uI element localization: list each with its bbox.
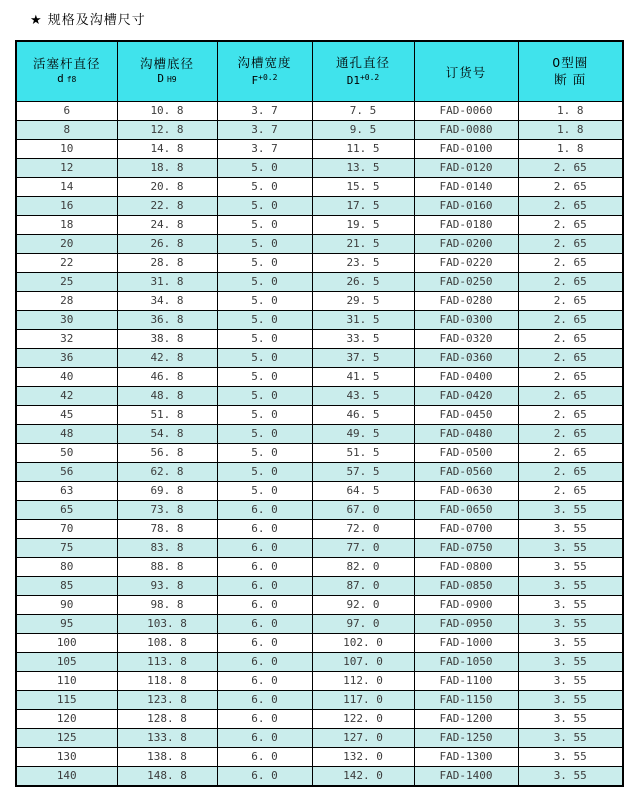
table-row xyxy=(16,234,623,253)
table-row xyxy=(16,291,623,310)
table-cell: 23. 5 xyxy=(312,253,414,272)
table-cell: 5. 0 xyxy=(217,329,312,348)
table-cell: 5. 0 xyxy=(217,367,312,386)
table-cell: 2. 65 xyxy=(518,329,623,348)
table-cell: 5. 0 xyxy=(217,443,312,462)
table-cell: 78. 8 xyxy=(117,519,217,538)
table-row xyxy=(16,500,623,519)
table-cell: 21. 5 xyxy=(312,234,414,253)
table-cell: 6. 0 xyxy=(217,557,312,576)
table-cell: 36. 8 xyxy=(117,310,217,329)
table-cell: 73. 8 xyxy=(117,500,217,519)
table-cell: FAD-0360 xyxy=(414,348,518,367)
table-cell: 56. 8 xyxy=(117,443,217,462)
table-row xyxy=(16,386,623,405)
table-row xyxy=(16,348,623,367)
header-row xyxy=(16,41,623,101)
table-cell: FAD-0450 xyxy=(414,405,518,424)
table-cell: 18. 8 xyxy=(117,158,217,177)
table-cell: 93. 8 xyxy=(117,576,217,595)
table-cell: FAD-1000 xyxy=(414,633,518,652)
table-cell: 19. 5 xyxy=(312,215,414,234)
table-cell: FAD-0850 xyxy=(414,576,518,595)
table-cell: 3. 7 xyxy=(217,120,312,139)
table-cell: 102. 0 xyxy=(312,633,414,652)
table-cell: 18 xyxy=(16,215,117,234)
table-cell: 5. 0 xyxy=(217,462,312,481)
table-cell: 83. 8 xyxy=(117,538,217,557)
table-cell: 90 xyxy=(16,595,117,614)
table-cell: 62. 8 xyxy=(117,462,217,481)
table-cell: 105 xyxy=(16,652,117,671)
table-cell: 5. 0 xyxy=(217,405,312,424)
table-row xyxy=(16,595,623,614)
spec-table xyxy=(15,40,624,787)
table-cell: 5. 0 xyxy=(217,253,312,272)
table-cell: 5. 0 xyxy=(217,272,312,291)
table-row xyxy=(16,481,623,500)
table-cell: 1. 8 xyxy=(518,120,623,139)
table-cell: 6. 0 xyxy=(217,519,312,538)
table-cell: 25 xyxy=(16,272,117,291)
table-row xyxy=(16,747,623,766)
table-cell: FAD-0100 xyxy=(414,139,518,158)
table-cell: 5. 0 xyxy=(217,348,312,367)
table-row xyxy=(16,329,623,348)
table-cell: 3. 7 xyxy=(217,139,312,158)
table-row xyxy=(16,272,623,291)
table-row xyxy=(16,633,623,652)
table-cell: 130 xyxy=(16,747,117,766)
table-cell: 3. 55 xyxy=(518,747,623,766)
col-header-cn: 0型圈 xyxy=(552,55,589,71)
table-cell: 17. 5 xyxy=(312,196,414,215)
table-cell: 3. 55 xyxy=(518,614,623,633)
col-header-symbol-line: $F^{+0.2}$ xyxy=(251,73,278,88)
table-cell: FAD-1250 xyxy=(414,728,518,747)
table-cell: 3. 55 xyxy=(518,766,623,786)
table-cell: 2. 65 xyxy=(518,253,623,272)
table-cell: 42. 8 xyxy=(117,348,217,367)
table-cell: 6. 0 xyxy=(217,671,312,690)
table-cell: 3. 55 xyxy=(518,519,623,538)
table-cell: 70 xyxy=(16,519,117,538)
table-cell: 97. 0 xyxy=(312,614,414,633)
table-cell: 6. 0 xyxy=(217,595,312,614)
table-cell: 6 xyxy=(16,101,117,120)
table-cell: 3. 55 xyxy=(518,709,623,728)
col-header-symbol-line: D H9 xyxy=(157,72,177,86)
table-row xyxy=(16,120,623,139)
table-cell: 57. 5 xyxy=(312,462,414,481)
table-cell: 123. 8 xyxy=(117,690,217,709)
table-cell: 2. 65 xyxy=(518,215,623,234)
table-row xyxy=(16,538,623,557)
col-header-symbol-line: $D1^{+0.2}$ xyxy=(346,73,380,88)
table-cell: FAD-0420 xyxy=(414,386,518,405)
table-cell: FAD-0400 xyxy=(414,367,518,386)
table-cell: FAD-0650 xyxy=(414,500,518,519)
table-cell: 2. 65 xyxy=(518,462,623,481)
table-cell: 103. 8 xyxy=(117,614,217,633)
table-cell: 31. 8 xyxy=(117,272,217,291)
col-header-cn: 沟槽宽度 xyxy=(237,55,292,71)
table-cell: FAD-0220 xyxy=(414,253,518,272)
table-cell: 1. 8 xyxy=(518,139,623,158)
table-cell: 20 xyxy=(16,234,117,253)
table-cell: 2. 65 xyxy=(518,291,623,310)
table-cell: 133. 8 xyxy=(117,728,217,747)
table-cell: 5. 0 xyxy=(217,234,312,253)
table-cell: 10 xyxy=(16,139,117,158)
table-row xyxy=(16,215,623,234)
table-cell: 2. 65 xyxy=(518,234,623,253)
table-cell: 12 xyxy=(16,158,117,177)
table-cell: FAD-0900 xyxy=(414,595,518,614)
table-row xyxy=(16,728,623,747)
tolerance-code: +0.2 xyxy=(258,73,278,83)
table-cell: 63 xyxy=(16,481,117,500)
table-cell: FAD-1050 xyxy=(414,652,518,671)
table-row xyxy=(16,367,623,386)
table-cell: 54. 8 xyxy=(117,424,217,443)
table-row xyxy=(16,766,623,786)
table-cell: 14 xyxy=(16,177,117,196)
table-cell: FAD-0060 xyxy=(414,101,518,120)
col-header-groove-bottom-diameter xyxy=(117,41,217,101)
table-cell: FAD-0560 xyxy=(414,462,518,481)
table-cell: 11. 5 xyxy=(312,139,414,158)
table-cell: 28 xyxy=(16,291,117,310)
table-cell: 48. 8 xyxy=(117,386,217,405)
table-cell: 5. 0 xyxy=(217,177,312,196)
table-row xyxy=(16,614,623,633)
table-cell: 2. 65 xyxy=(518,481,623,500)
table-cell: 118. 8 xyxy=(117,671,217,690)
table-cell: FAD-0200 xyxy=(414,234,518,253)
col-header-cn: 通孔直径 xyxy=(335,55,390,71)
table-cell: 6. 0 xyxy=(217,633,312,652)
table-cell: 6. 0 xyxy=(217,500,312,519)
table-cell: 37. 5 xyxy=(312,348,414,367)
table-cell: 22 xyxy=(16,253,117,272)
table-row xyxy=(16,101,623,120)
table-cell: 3. 55 xyxy=(518,595,623,614)
table-cell: 2. 65 xyxy=(518,158,623,177)
table-cell: 6. 0 xyxy=(217,728,312,747)
table-cell: FAD-0500 xyxy=(414,443,518,462)
table-cell: 7. 5 xyxy=(312,101,414,120)
table-cell: 50 xyxy=(16,443,117,462)
table-cell: FAD-0320 xyxy=(414,329,518,348)
table-cell: 3. 55 xyxy=(518,728,623,747)
table-cell: 6. 0 xyxy=(217,614,312,633)
table-cell: 2. 65 xyxy=(518,196,623,215)
table-cell: 75 xyxy=(16,538,117,557)
table-cell: 3. 55 xyxy=(518,557,623,576)
table-cell: 5. 0 xyxy=(217,310,312,329)
table-cell: 72. 0 xyxy=(312,519,414,538)
table-cell: 8 xyxy=(16,120,117,139)
table-cell: 117. 0 xyxy=(312,690,414,709)
table-row xyxy=(16,139,623,158)
table-cell: FAD-1300 xyxy=(414,747,518,766)
table-row xyxy=(16,177,623,196)
table-cell: 43. 5 xyxy=(312,386,414,405)
table-cell: 5. 0 xyxy=(217,196,312,215)
table-cell: 80 xyxy=(16,557,117,576)
col-header-order-number xyxy=(414,41,518,101)
table-cell: 5. 0 xyxy=(217,291,312,310)
table-cell: 45 xyxy=(16,405,117,424)
table-cell: 10. 8 xyxy=(117,101,217,120)
table-row xyxy=(16,196,623,215)
table-cell: 127. 0 xyxy=(312,728,414,747)
table-cell: 115 xyxy=(16,690,117,709)
table-cell: 3. 55 xyxy=(518,633,623,652)
table-cell: FAD-0700 xyxy=(414,519,518,538)
table-cell: 2. 65 xyxy=(518,367,623,386)
table-cell: 6. 0 xyxy=(217,766,312,786)
table-row xyxy=(16,253,623,272)
table-cell: FAD-0250 xyxy=(414,272,518,291)
table-cell: 3. 7 xyxy=(217,101,312,120)
table-cell: 100 xyxy=(16,633,117,652)
table-cell: 49. 5 xyxy=(312,424,414,443)
table-cell: 3. 55 xyxy=(518,690,623,709)
table-cell: FAD-0950 xyxy=(414,614,518,633)
table-cell: 82. 0 xyxy=(312,557,414,576)
table-cell: 22. 8 xyxy=(117,196,217,215)
table-cell: 14. 8 xyxy=(117,139,217,158)
table-cell: 77. 0 xyxy=(312,538,414,557)
col-header-cn-line2: 断 面 xyxy=(554,72,587,88)
table-cell: 5. 0 xyxy=(217,481,312,500)
table-cell: 6. 0 xyxy=(217,709,312,728)
table-cell: 5. 0 xyxy=(217,158,312,177)
tolerance-code: +0.2 xyxy=(359,73,380,83)
table-row xyxy=(16,519,623,538)
col-header-cn: 订货号 xyxy=(445,64,487,80)
table-cell: 2. 65 xyxy=(518,386,623,405)
table-cell: 15. 5 xyxy=(312,177,414,196)
spec-table-body xyxy=(16,101,623,786)
table-cell: 67. 0 xyxy=(312,500,414,519)
table-cell: FAD-0080 xyxy=(414,120,518,139)
table-cell: 98. 8 xyxy=(117,595,217,614)
table-cell: FAD-0300 xyxy=(414,310,518,329)
table-cell: 112. 0 xyxy=(312,671,414,690)
table-cell: 56 xyxy=(16,462,117,481)
table-cell: 13. 5 xyxy=(312,158,414,177)
table-cell: 3. 55 xyxy=(518,652,623,671)
table-cell: FAD-0800 xyxy=(414,557,518,576)
table-cell: 33. 5 xyxy=(312,329,414,348)
table-cell: 2. 65 xyxy=(518,272,623,291)
table-cell: FAD-0160 xyxy=(414,196,518,215)
tolerance-code: f8 xyxy=(66,75,77,85)
table-cell: 6. 0 xyxy=(217,652,312,671)
table-cell: 48 xyxy=(16,424,117,443)
table-cell: 5. 0 xyxy=(217,424,312,443)
table-cell: 51. 8 xyxy=(117,405,217,424)
table-cell: 26. 5 xyxy=(312,272,414,291)
table-cell: 24. 8 xyxy=(117,215,217,234)
table-cell: 30 xyxy=(16,310,117,329)
table-cell: 12. 8 xyxy=(117,120,217,139)
table-cell: 85 xyxy=(16,576,117,595)
table-cell: 2. 65 xyxy=(518,310,623,329)
table-cell: 107. 0 xyxy=(312,652,414,671)
table-cell: 95 xyxy=(16,614,117,633)
table-cell: 34. 8 xyxy=(117,291,217,310)
table-cell: 26. 8 xyxy=(117,234,217,253)
table-cell: FAD-0280 xyxy=(414,291,518,310)
table-cell: 46. 5 xyxy=(312,405,414,424)
table-cell: 142. 0 xyxy=(312,766,414,786)
table-row xyxy=(16,310,623,329)
table-cell: 110 xyxy=(16,671,117,690)
table-cell: FAD-1400 xyxy=(414,766,518,786)
table-cell: 3. 55 xyxy=(518,671,623,690)
table-cell: 113. 8 xyxy=(117,652,217,671)
table-cell: 128. 8 xyxy=(117,709,217,728)
table-cell: 2. 65 xyxy=(518,405,623,424)
col-header-cn: 沟槽底径 xyxy=(139,56,194,72)
table-row xyxy=(16,405,623,424)
table-cell: 3. 55 xyxy=(518,500,623,519)
col-header-cn: 活塞杆直径 xyxy=(32,56,101,72)
table-cell: 3. 55 xyxy=(518,538,623,557)
table-cell: FAD-0120 xyxy=(414,158,518,177)
table-cell: 132. 0 xyxy=(312,747,414,766)
table-cell: 92. 0 xyxy=(312,595,414,614)
table-row xyxy=(16,443,623,462)
col-header-o-ring-section xyxy=(518,41,623,101)
table-cell: FAD-1150 xyxy=(414,690,518,709)
table-cell: 2. 65 xyxy=(518,177,623,196)
table-cell: 1. 8 xyxy=(518,101,623,120)
table-cell: 32 xyxy=(16,329,117,348)
table-cell: 31. 5 xyxy=(312,310,414,329)
table-row xyxy=(16,158,623,177)
table-cell: 42 xyxy=(16,386,117,405)
table-cell: 51. 5 xyxy=(312,443,414,462)
table-cell: 46. 8 xyxy=(117,367,217,386)
table-row xyxy=(16,576,623,595)
table-cell: 120 xyxy=(16,709,117,728)
table-cell: FAD-0140 xyxy=(414,177,518,196)
col-header-through-hole-diameter xyxy=(312,41,414,101)
table-cell: 6. 0 xyxy=(217,747,312,766)
table-cell: 69. 8 xyxy=(117,481,217,500)
table-cell: 148. 8 xyxy=(117,766,217,786)
table-cell: 125 xyxy=(16,728,117,747)
table-cell: 9. 5 xyxy=(312,120,414,139)
table-cell: 6. 0 xyxy=(217,576,312,595)
table-cell: 40 xyxy=(16,367,117,386)
table-row xyxy=(16,462,623,481)
table-cell: 122. 0 xyxy=(312,709,414,728)
table-cell: 140 xyxy=(16,766,117,786)
table-row xyxy=(16,709,623,728)
table-row xyxy=(16,690,623,709)
table-cell: FAD-0480 xyxy=(414,424,518,443)
table-cell: 5. 0 xyxy=(217,386,312,405)
table-cell: FAD-1200 xyxy=(414,709,518,728)
table-cell: 65 xyxy=(16,500,117,519)
table-cell: 87. 0 xyxy=(312,576,414,595)
table-cell: 3. 55 xyxy=(518,576,623,595)
table-cell: FAD-1100 xyxy=(414,671,518,690)
table-cell: 20. 8 xyxy=(117,177,217,196)
table-cell: 16 xyxy=(16,196,117,215)
table-cell: 6. 0 xyxy=(217,538,312,557)
tolerance-code: H9 xyxy=(166,75,177,85)
table-cell: 2. 65 xyxy=(518,348,623,367)
col-header-symbol-line: d f8 xyxy=(57,72,77,86)
table-cell: FAD-0630 xyxy=(414,481,518,500)
table-cell: 138. 8 xyxy=(117,747,217,766)
table-cell: 88. 8 xyxy=(117,557,217,576)
table-row xyxy=(16,557,623,576)
table-cell: 36 xyxy=(16,348,117,367)
table-cell: 5. 0 xyxy=(217,215,312,234)
section-title: ★ 规格及沟槽尺寸 xyxy=(30,13,146,28)
table-cell: 2. 65 xyxy=(518,424,623,443)
table-cell: FAD-0750 xyxy=(414,538,518,557)
table-cell: 108. 8 xyxy=(117,633,217,652)
table-cell: 41. 5 xyxy=(312,367,414,386)
table-row xyxy=(16,652,623,671)
table-row xyxy=(16,424,623,443)
table-cell: 38. 8 xyxy=(117,329,217,348)
table-cell: 2. 65 xyxy=(518,443,623,462)
table-cell: 29. 5 xyxy=(312,291,414,310)
table-row xyxy=(16,671,623,690)
table-cell: 6. 0 xyxy=(217,690,312,709)
col-header-piston-rod-diameter xyxy=(16,41,117,101)
table-cell: 28. 8 xyxy=(117,253,217,272)
spec-table-header xyxy=(16,41,623,101)
table-cell: 64. 5 xyxy=(312,481,414,500)
col-header-groove-width xyxy=(217,41,312,101)
table-cell: FAD-0180 xyxy=(414,215,518,234)
